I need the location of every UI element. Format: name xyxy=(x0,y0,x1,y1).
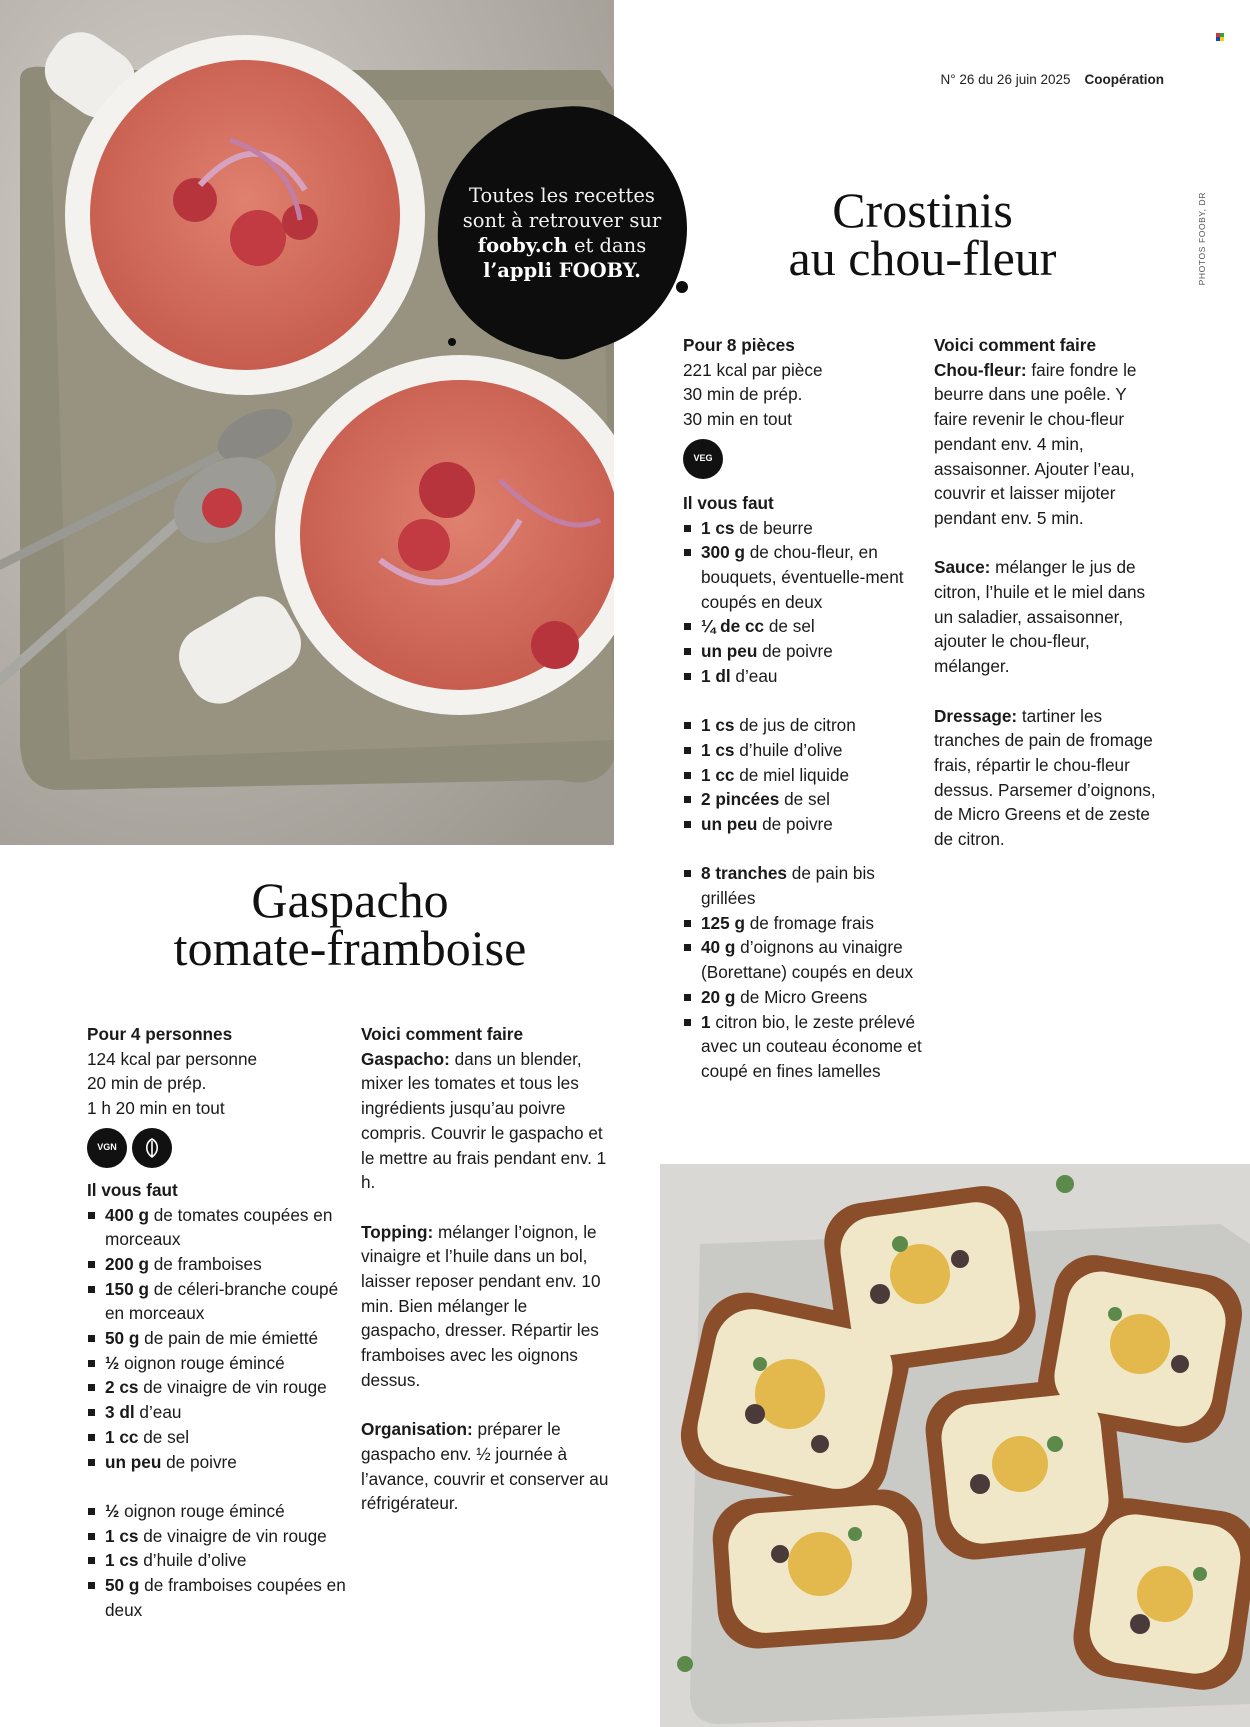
ingredient-text: de pain de mie émietté xyxy=(139,1328,319,1349)
color-marks xyxy=(1216,33,1225,41)
ingredient-quantity: un peu xyxy=(105,1451,162,1472)
ingredient-quantity: 50 g xyxy=(105,1575,140,1596)
issue-header xyxy=(941,72,1165,87)
crostini-ingredients-column xyxy=(683,333,923,1084)
crostini-total: 30 min en tout xyxy=(683,409,792,430)
ingredient-quantity: 8 tranches xyxy=(701,863,787,884)
ingredient-quantity: 40 g xyxy=(701,937,736,958)
crostini-steps xyxy=(934,358,1164,852)
ingredient-item xyxy=(87,1326,352,1351)
ingredient-text: de poivre xyxy=(757,641,833,662)
ingredient-text: de framboises coupées en deux xyxy=(105,1575,346,1620)
method-step-label: Gaspacho: xyxy=(361,1048,450,1069)
method-step xyxy=(361,1047,611,1195)
ingredient-item xyxy=(683,540,923,614)
ingredient-text: de poivre xyxy=(757,813,833,834)
promo-line1: Toutes les recettes xyxy=(469,184,655,207)
issue-date: N° 26 du 26 juin 2025 xyxy=(940,72,1071,87)
gaspacho-servings: Pour 4 personnes xyxy=(87,1024,233,1044)
gaspacho-kcal: 124 kcal par personne xyxy=(87,1048,258,1069)
ingredient-text: de chou-fleur, en bouquets, éventuelle-ment coupés en deux xyxy=(701,542,904,612)
ingredient-item xyxy=(87,1548,352,1573)
crostini-servings: Pour 8 pièces xyxy=(683,335,795,355)
method-step-label: Organisation: xyxy=(361,1419,473,1440)
ingredient-item xyxy=(683,664,923,689)
method-step-label: Sauce: xyxy=(934,557,991,578)
ingredient-item xyxy=(87,1375,352,1400)
ingredient-text: d’eau xyxy=(134,1402,182,1423)
ingredient-item xyxy=(87,1351,352,1376)
method-step xyxy=(934,555,1164,679)
ingredient-item xyxy=(683,516,923,541)
ingredient-text: de vinaigre de vin rouge xyxy=(138,1377,327,1398)
method-step-text: dans un blender, mixer les tomates et tous les ingrédients jusqu’au poivre compris. Couvrir le gaspacho et le mettre au frais pendant env. 1 h. xyxy=(361,1048,607,1193)
gaspacho-method-column xyxy=(361,1022,611,1541)
ingredient-text: de framboises xyxy=(148,1253,262,1274)
crostini-kcal: 221 kcal par pièce xyxy=(683,359,823,380)
crostini-prep: 30 min de prép. xyxy=(683,384,803,405)
ingredient-quantity: 200 g xyxy=(105,1253,149,1274)
ingredient-quantity: 50 g xyxy=(105,1328,140,1349)
ingredient-item xyxy=(87,1252,352,1277)
gaspacho-ingredients-heading: Il vous faut xyxy=(87,1179,178,1200)
method-step-text: mélanger l’oignon, le vinaigre et l’huile dans un bol, laisser reposer pendant env. 10 min. Bien mélanger le gaspacho, dresser. Répartir les framboises avec les oignons dessus. xyxy=(361,1221,601,1390)
ingredient-quantity: 1 cc xyxy=(701,764,735,785)
method-step-text: faire fondre le beurre dans une poêle. Y faire revenir le chou-fleur pendant env. 4 min, assaisonner. Ajouter l’eau, couvrir et laisser mijoter pendant env. 5 min. xyxy=(934,359,1137,528)
promo-line3 xyxy=(448,233,676,258)
ingredient-text: de jus de citron xyxy=(734,715,856,736)
promo-line4: l’appli FOOBY. xyxy=(483,259,641,282)
ingredient-item xyxy=(683,713,923,738)
ingredient-item xyxy=(87,1573,352,1622)
ingredient-quantity: 1 cs xyxy=(701,715,735,736)
gaspacho-ingredient-list xyxy=(87,1499,352,1623)
ingredient-item xyxy=(87,1499,352,1524)
ingredient-quantity: 150 g xyxy=(105,1278,149,1299)
ingredient-quantity: 300 g xyxy=(701,542,745,563)
vegan-badge-icon: VGN xyxy=(87,1128,127,1168)
ingredient-quantity: 1 xyxy=(701,1011,711,1032)
ingredient-quantity: 2 cs xyxy=(105,1377,139,1398)
crostini-method-column xyxy=(934,333,1164,876)
gaspacho-prep: 20 min de prép. xyxy=(87,1073,207,1094)
ingredient-text: de miel liquide xyxy=(734,764,850,785)
gaspacho-method-heading: Voici comment faire xyxy=(361,1024,524,1044)
ingredient-quantity: 125 g xyxy=(701,912,745,933)
ingredient-item xyxy=(87,1524,352,1549)
ingredient-item xyxy=(87,1400,352,1425)
method-step-text: préparer le gaspacho env. ½ journée à l’avance, couvrir et conserver au réfrigérateur. xyxy=(361,1419,609,1514)
method-step xyxy=(361,1220,611,1393)
ingredient-quantity: un peu xyxy=(701,641,758,662)
ingredient-item xyxy=(87,1203,352,1252)
leaf-badge-icon xyxy=(132,1128,172,1168)
ingredient-quantity: 1 cs xyxy=(105,1525,139,1546)
ingredient-quantity: 3 dl xyxy=(105,1402,135,1423)
gaspacho-ingredients-column xyxy=(87,1022,352,1622)
ingredient-quantity: 1 dl xyxy=(701,665,731,686)
ingredient-quantity: 2 pincées xyxy=(701,789,780,810)
ingredient-text: de fromage frais xyxy=(744,912,874,933)
magazine-brand: Coopération xyxy=(1084,72,1164,87)
crostini-photo-illustration xyxy=(660,1164,1250,1727)
ingredient-quantity: ½ xyxy=(105,1500,120,1521)
gaspacho-ingredient-list xyxy=(87,1203,352,1475)
ingredient-text: d’huile d’olive xyxy=(138,1550,247,1571)
ingredient-text: de Micro Greens xyxy=(735,986,868,1007)
ingredient-text: oignon rouge émincé xyxy=(119,1352,285,1373)
crostini-ingredient-list xyxy=(683,713,923,837)
ingredient-quantity: 1 cs xyxy=(701,517,735,538)
ingredient-text: d’oignons au vinaigre (Borettane) coupés en deux xyxy=(701,937,914,983)
promo-site-link[interactable]: fooby.ch xyxy=(477,234,568,257)
crostini-ingredient-list xyxy=(683,516,923,689)
ingredient-text: de céleri-branche coupé en morceaux xyxy=(105,1278,339,1324)
method-step xyxy=(361,1417,611,1516)
ingredient-item xyxy=(683,787,923,812)
veg-badge-icon: VEG xyxy=(683,439,723,479)
ingredient-text: de pain bis grillées xyxy=(701,863,875,909)
ingredient-item xyxy=(683,861,923,910)
ingredient-quantity: 1 cs xyxy=(105,1550,139,1571)
ingredient-quantity: ½ xyxy=(105,1352,120,1373)
ingredient-item xyxy=(87,1277,352,1326)
ingredient-quantity: 20 g xyxy=(701,986,736,1007)
ingredient-text: de sel xyxy=(138,1426,190,1447)
ingredient-text: de tomates coupées en morceaux xyxy=(105,1204,333,1250)
ingredient-text: citron bio, le zeste prélevé avec un couteau économe et coupé en fines lamelles xyxy=(701,1011,922,1081)
crostini-method-heading: Voici comment faire xyxy=(934,335,1097,355)
ingredient-item xyxy=(683,738,923,763)
method-step-label: Chou-fleur: xyxy=(934,359,1027,380)
ingredient-quantity: 400 g xyxy=(105,1204,149,1225)
ingredient-text: de poivre xyxy=(161,1451,237,1472)
ingredient-item xyxy=(87,1450,352,1475)
ingredient-item xyxy=(683,763,923,788)
promo-line3-rest: et dans xyxy=(567,234,647,257)
crostini-ingredient-list xyxy=(683,861,923,1083)
ingredient-item xyxy=(683,1010,923,1084)
method-step-text: tartiner les tranches de pain de fromage frais, répartir le chou-fleur dessus. Parsemer d’oignons, de Micro Greens et de zeste de citron. xyxy=(934,705,1156,850)
ingredient-quantity: ¼ de cc xyxy=(701,616,765,637)
crostini-ingredients-heading: Il vous faut xyxy=(683,492,774,513)
ingredient-item xyxy=(683,935,923,984)
promo-line2: sont à retrouver sur xyxy=(462,209,662,232)
ingredient-quantity: un peu xyxy=(701,813,758,834)
method-step-text: mélanger le jus de citron, l’huile et le miel dans un saladier, assaisonner, ajouter le chou-fleur, mélanger. xyxy=(934,557,1146,677)
ingredient-item xyxy=(683,812,923,837)
ingredient-text: d’eau xyxy=(730,665,778,686)
ingredient-item xyxy=(683,911,923,936)
promo-text xyxy=(448,183,676,283)
crostini-title: Crostinis au chou-fleur xyxy=(788,182,1057,286)
ingredient-text: de sel xyxy=(764,616,815,637)
gaspacho-steps xyxy=(361,1047,611,1516)
ingredient-quantity: 1 cs xyxy=(701,739,735,760)
ingredient-text: de sel xyxy=(779,789,830,810)
ingredient-text: de vinaigre de vin rouge xyxy=(138,1525,327,1546)
ingredient-item xyxy=(683,614,923,639)
method-step-label: Dressage: xyxy=(934,705,1018,726)
ingredient-item xyxy=(683,639,923,664)
crostini-photo xyxy=(660,1164,1250,1727)
gaspacho-title: Gaspacho tomate-framboise xyxy=(173,872,527,976)
method-step-label: Topping: xyxy=(361,1221,434,1242)
method-step xyxy=(934,358,1164,531)
ingredient-item xyxy=(87,1425,352,1450)
photo-credit: PHOTOS FOOBY, DR xyxy=(1197,192,1207,286)
method-step xyxy=(934,704,1164,852)
ingredient-quantity: 1 cc xyxy=(105,1426,139,1447)
ingredient-item xyxy=(683,985,923,1010)
ingredient-text: oignon rouge émincé xyxy=(119,1500,285,1521)
ingredient-text: de beurre xyxy=(734,517,813,538)
ingredient-text: d’huile d’olive xyxy=(734,739,843,760)
gaspacho-total: 1 h 20 min en tout xyxy=(87,1098,225,1119)
